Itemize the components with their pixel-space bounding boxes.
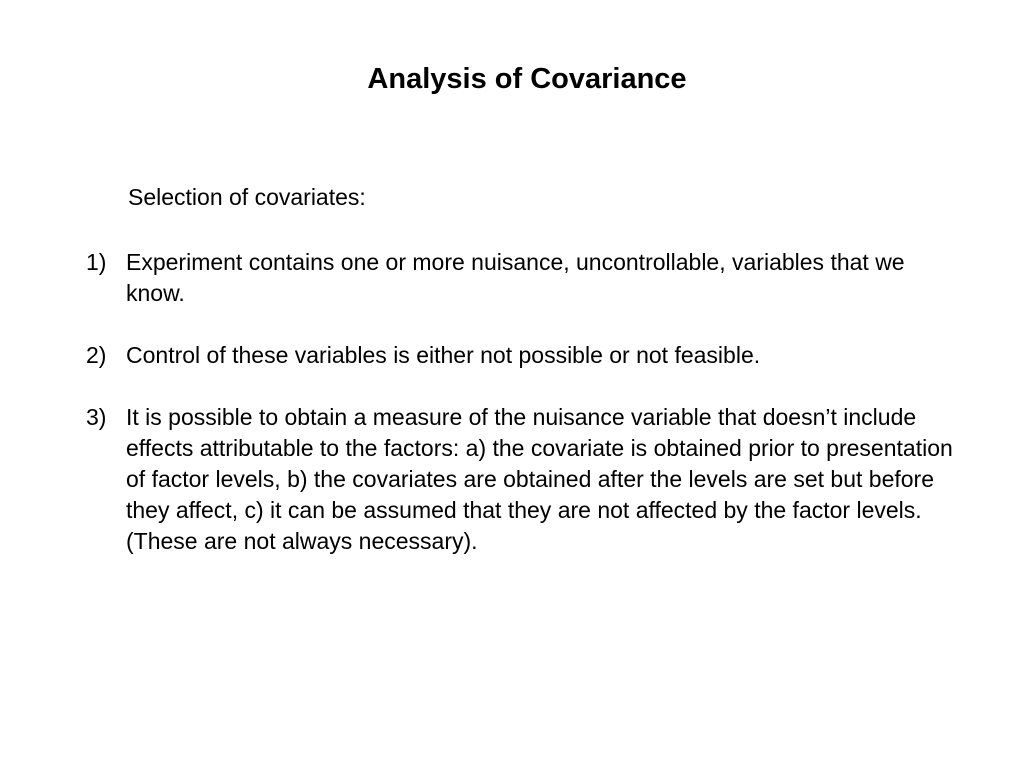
slide-subheading: Selection of covariates: [128,184,366,210]
list-item-number: 2) [86,342,107,368]
list-item-number: 1) [86,249,107,275]
list-item [86,247,966,309]
list-item [86,340,966,371]
list-item-text: Control of these variables is either not possible or not feasible. [126,342,761,368]
list-item-text: It is possible to obtain a measure of the nuisance variable that doesn’t include effects attributable to the factors: a) the covariate is obtained prior to presentation of factor levels, b) the covariates are obtained after the levels are set but before they affect, c) it can be assumed that they are not affected by the factor levels. (These are not always necessary). [126,404,953,554]
list-item-number: 3) [86,404,107,430]
slide-title: Analysis of Covariance [367,63,687,95]
list-item [86,402,966,557]
criteria-list [86,247,966,588]
list-item-text: Experiment contains one or more nuisance, uncontrollable, variables that we know. [126,249,905,306]
